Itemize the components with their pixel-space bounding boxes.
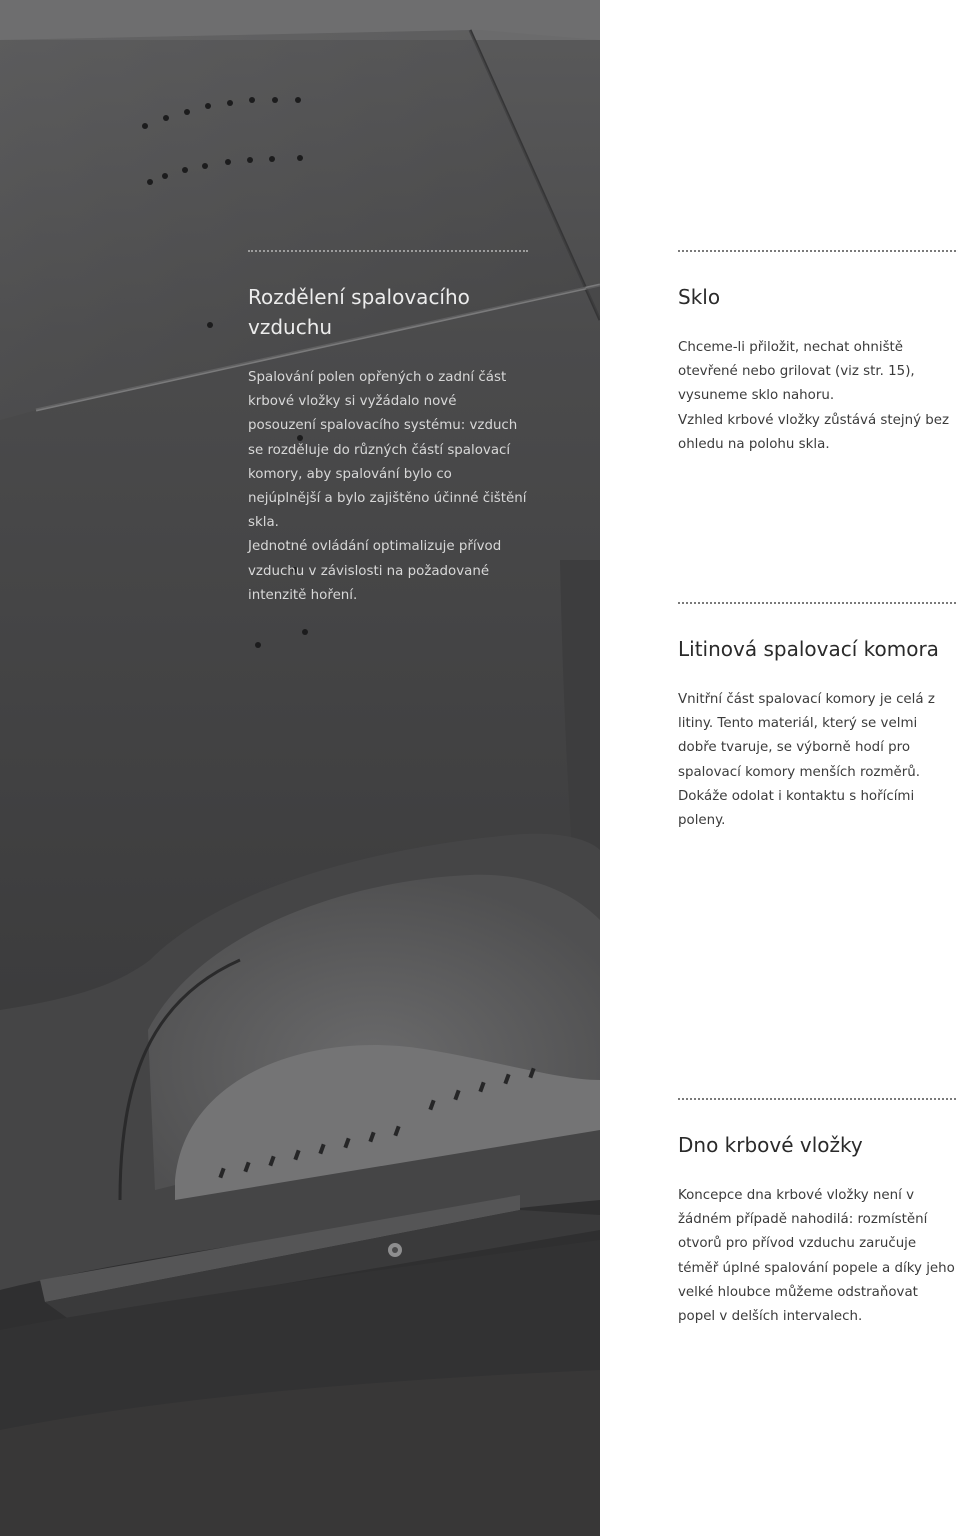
section-cast-iron-chamber xyxy=(678,602,956,833)
section-title: Litinová spalovací komora xyxy=(678,637,939,661)
dotted-divider xyxy=(248,250,528,252)
dotted-divider xyxy=(678,250,956,252)
section-paragraph: Koncepce dna krbové vložky není v žádném případě nahodilá: rozmístění otvorů pro přívod vzduchu zaručuje téměř úplné spalování popele a díky jeho velké hloubce můžeme odstraňovat popel v delších intervalech. xyxy=(678,1188,955,1325)
section-title: Sklo xyxy=(678,285,721,309)
section-paragraph: Chceme-li přiložit, nechat ohniště otevřené nebo grilovat (viz str. 15), vysuneme sklo nahoru. xyxy=(678,340,915,404)
section-title: Dno krbové vložky xyxy=(678,1133,863,1157)
section-title: Rozdělení spalovacího vzduchu xyxy=(248,285,470,339)
section-bottom xyxy=(678,1098,956,1329)
dotted-divider xyxy=(678,602,956,604)
section-glass xyxy=(678,250,956,457)
section-air-distribution xyxy=(248,250,528,608)
section-paragraph: Jednotné ovládání optimalizuje přívod vzduchu v závislosti na požadované intenzitě hoření. xyxy=(248,539,502,603)
section-paragraph: Spalování polen opřených o zadní část krbové vložky si vyžádalo nové posouzení spalovacího systému: vzduch se rozděluje do různých částí spalovací komory, aby spalování bylo co nejúplnější a bylo zajištěno účinné čištění skla. xyxy=(248,370,527,531)
section-paragraph: Vnitřní část spalovací komory je celá z litiny. Tento materiál, který se velmi dobře tvaruje, se výborně hodí pro spalovací komory menších rozměrů. Dokáže odolat i kontaktu s hořícími poleny. xyxy=(678,692,935,829)
section-paragraph: Vzhled krbové vložky zůstává stejný bez ohledu na polohu skla. xyxy=(678,412,950,452)
dotted-divider xyxy=(678,1098,956,1100)
